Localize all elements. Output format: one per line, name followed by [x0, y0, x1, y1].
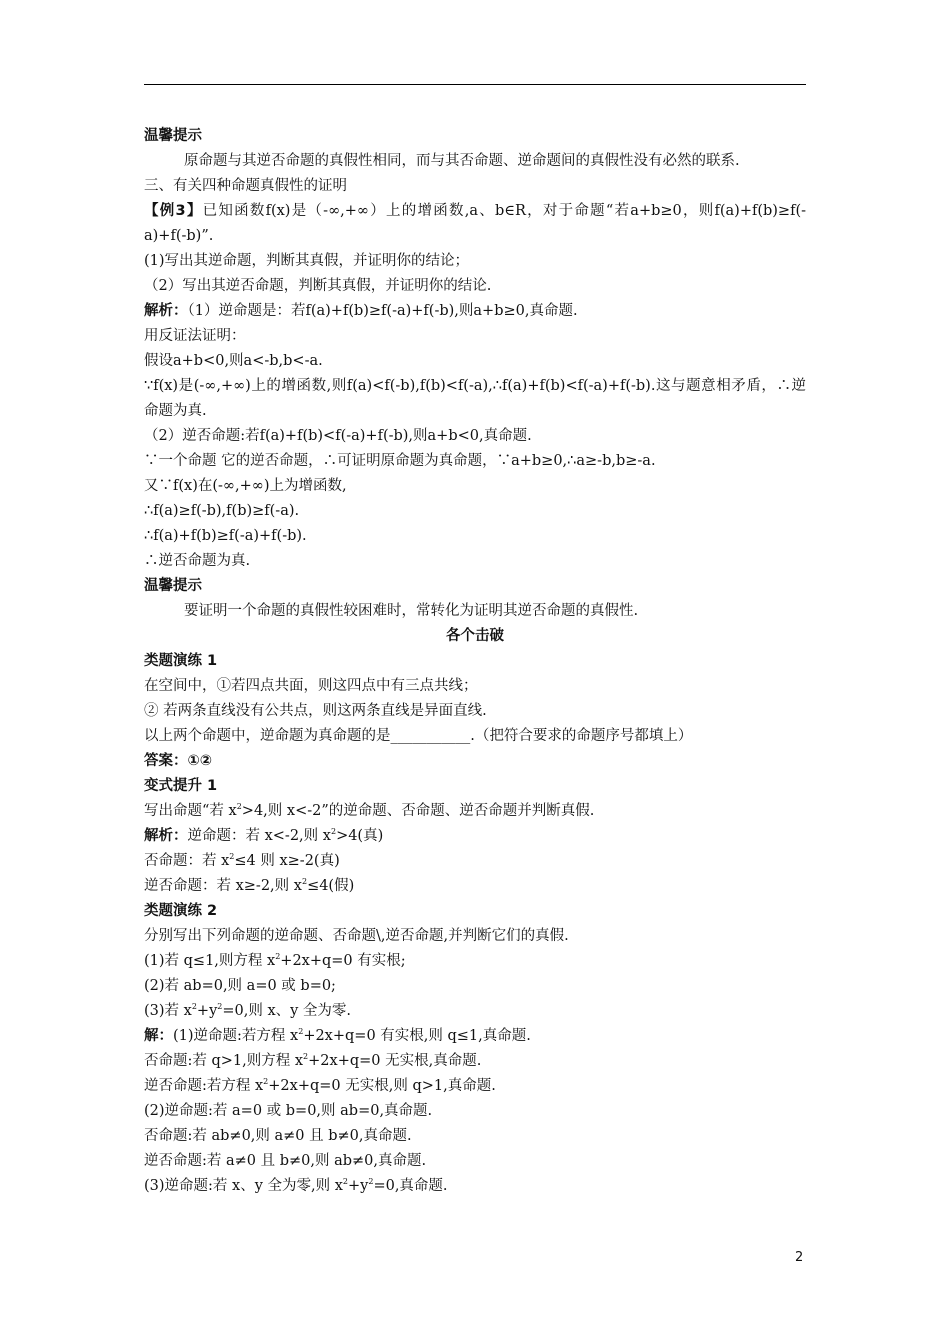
var1-answer-converse: 解析：逆命题：若 x<-2,则 $x^2>4$(真)	[144, 827, 384, 844]
document-body	[144, 124, 806, 1199]
line-drill1-c: 以上两个命题中，逆命题为真命题的是___________.（把符合要求的命题序号都填上）	[144, 728, 693, 744]
line-drill1-b: ② 若两条直线没有公共点，则这两条直线是异面直线.	[144, 703, 487, 719]
line-sol-1d: ∵f(x)是(-∞,+∞)上的增函数,则f(a)<f(-b),f(b)<f(-a),∴f(a)+f(b)<f(-a)+f(-b).这与题意相矛盾，∴逆命题为真.	[144, 378, 806, 419]
drill2-prop2: (2)若 ab=0,则 a=0 或 b=0;	[144, 978, 336, 994]
line-drill1-a: 在空间中，①若四点共面，则这四点中有三点共线；	[144, 678, 478, 694]
line-section3: 三、有关四种命题真假性的证明	[144, 178, 347, 194]
line-ex3-q2: （2）写出其逆否命题，判断其真假，并证明你的结论.	[144, 278, 492, 294]
line-sol-2d: ∴f(a)≥f(-b),f(b)≥f(-a).	[144, 503, 300, 519]
var1-question: 写出命题“若 $x^2>4$,则 x<-2”的逆命题、否命题、逆否命题并判断真假.	[144, 802, 595, 819]
text-lines	[144, 124, 806, 799]
var1-answer-inverse: 否命题：若 $x^2\le 4$ 则 x≥-2(真)	[144, 852, 340, 869]
drill2-solution-3: 逆否命题:若方程 $x^2+2x+q=0$ 无实根,则 q>1,真命题.	[144, 1077, 496, 1094]
line-var1: 变式提升 1	[144, 778, 218, 794]
drill2-solution-5: 否命题:若 ab≠0,则 a≠0 且 b≠0,真命题.	[144, 1128, 412, 1144]
line-drill1-ans: 答案：①②	[144, 753, 213, 769]
line-tip1-body: 原命题与其逆否命题的真假性相同，而与其否命题、逆命题间的真假性没有必然的联系.	[184, 153, 740, 169]
line-sol-2a: （2）逆否命题:若f(a)+f(b)<f(-a)+f(-b),则a+b<0,真命题.	[144, 428, 532, 444]
drill2-solution-1: 解：(1)逆命题:若方程 $x^2+2x+q=0$ 有实根,则 q≤1,真命题.	[144, 1027, 531, 1044]
var1-answer-contrapositive: 逆否命题：若 x≥-2,则 $x^2\le 4$(假)	[144, 877, 355, 894]
drill2-intro: 分别写出下列命题的逆命题、否命题\,逆否命题,并判断它们的真假.	[144, 928, 569, 944]
line-sol-2e: ∴f(a)+f(b)≥f(-a)+f(-b).	[144, 528, 307, 544]
line-sol-2c: 又∵f(x)在(-∞,+∞)上为增函数,	[144, 478, 347, 494]
drill2-solution-4: (2)逆命题:若 a=0 或 b=0,则 ab=0,真命题.	[144, 1103, 433, 1119]
drill2-prop3: (3)若 $x^2+y^2=0$,则 x、y 全为零.	[144, 1002, 352, 1019]
page-number: 2	[795, 1250, 804, 1265]
header-rule	[144, 84, 806, 85]
line-ex3: 【例3】已知函数f(x)是（-∞,+∞）上的增函数,a、b∈R，对于命题“若a+b≥0，则f(a)+f(b)≥f(-a)+f(-b)”.	[144, 203, 807, 244]
bold-label: 【例3】	[144, 203, 203, 219]
line-sol-1a: 解析：（1）逆命题是：若f(a)+f(b)≥f(-a)+f(-b),则a+b≥0,真命题.	[144, 303, 578, 319]
bold-label: 解析：	[144, 303, 188, 319]
drill2-solution-6: 逆否命题:若 a≠0 且 b≠0,则 ab≠0,真命题.	[144, 1153, 427, 1169]
line-sol-1c: 假设a+b<0,则a<-b,b<-a.	[144, 353, 323, 369]
line-tip2-body: 要证明一个命题的真假性较困难时，常转化为证明其逆否命题的真假性.	[184, 603, 639, 619]
drill2-solution-7: (3)逆命题:若 x、y 全为零,则 $x^2+y^2=0$,真命题.	[144, 1177, 448, 1194]
drill2-title: 类题演练 2	[144, 903, 218, 919]
line-ex3-q1: (1)写出其逆命题，判断其真假，并证明你的结论；	[144, 253, 470, 269]
drill2-solution-2: 否命题:若 q>1,则方程 $x^2+2x+q=0$ 无实根,真命题.	[144, 1052, 482, 1069]
line-tip1-title: 温馨提示	[144, 128, 202, 144]
line-drill1: 类题演练 1	[144, 653, 218, 669]
line-sol-1b: 用反证法证明：	[144, 328, 246, 344]
drill2-prop1: (1)若 q≤1,则方程 $x^2+2x+q=0$ 有实根;	[144, 952, 406, 969]
line-sol-2b: ∵一个命题 它的逆否命题，∴可证明原命题为真命题，∵a+b≥0,∴a≥-b,b≥-a.	[144, 453, 656, 469]
line-sol-2f: ∴逆否命题为真.	[144, 553, 251, 569]
line-tip2-title: 温馨提示	[144, 578, 202, 594]
line-heading: 各个击破	[446, 628, 504, 644]
